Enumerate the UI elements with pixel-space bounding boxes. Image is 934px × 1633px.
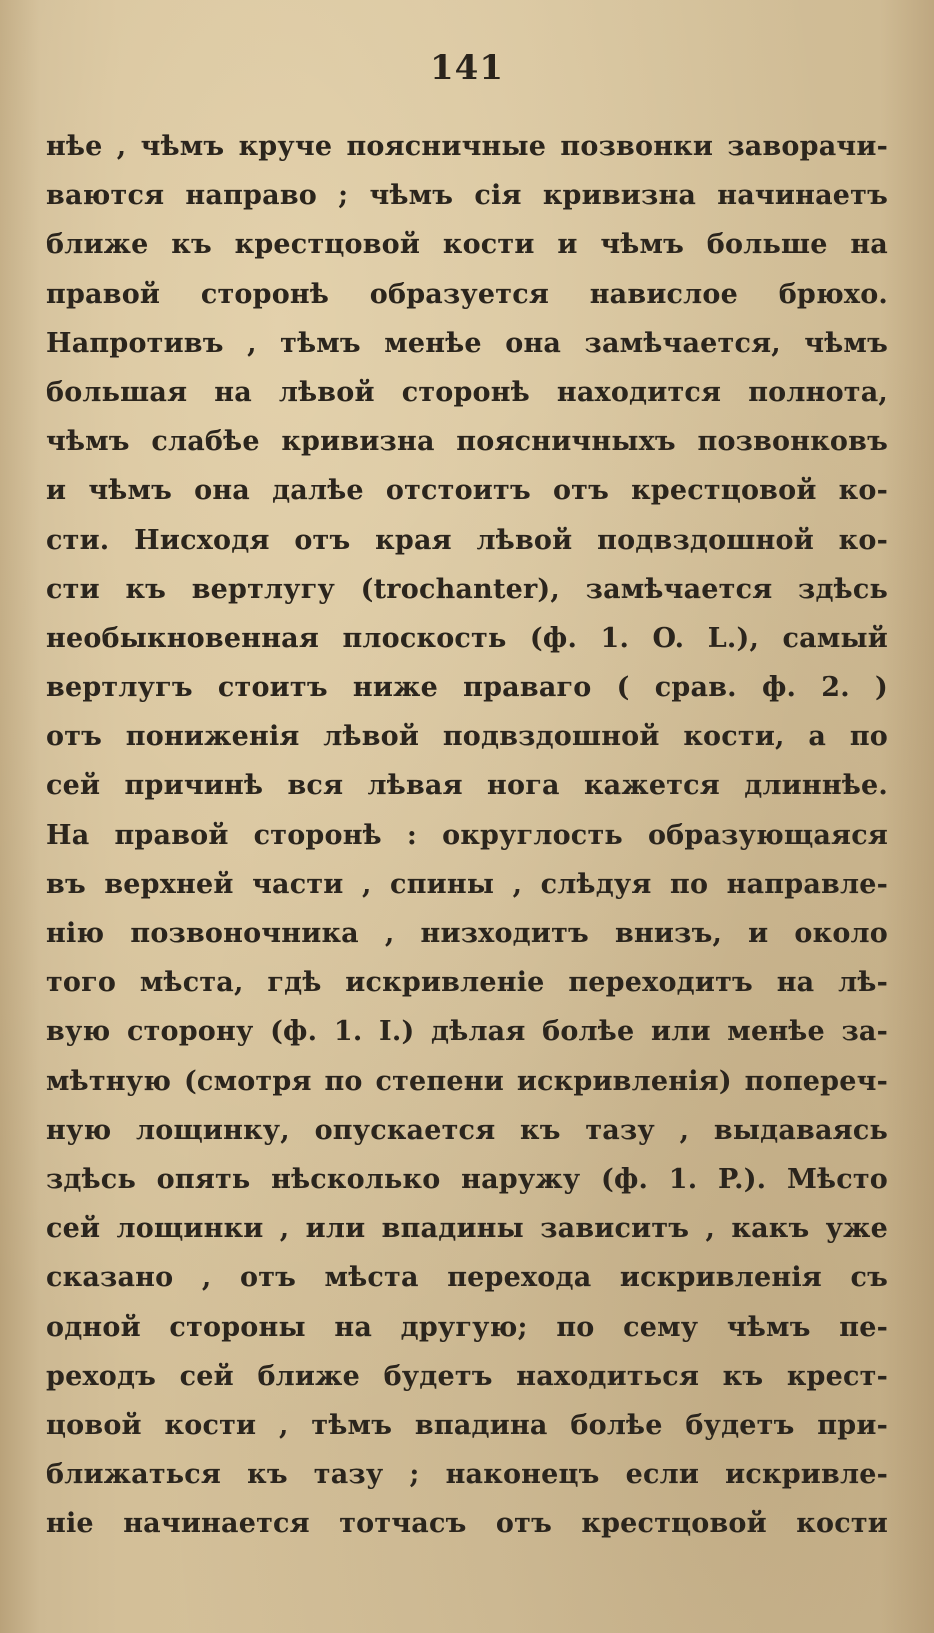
text-line: ваются направо ; чѣмъ сія кривизна начинаетъ xyxy=(46,180,888,212)
text-line: сти къ вертлугу (trochanter), замѣчается здѣсь xyxy=(46,573,888,605)
text-line: ніе начинается тотчасъ отъ крестцовой кости xyxy=(46,1508,888,1540)
text-line: чѣмъ слабѣе кривизна поясничныхъ позвонковъ xyxy=(46,426,888,458)
text-line: въ верхней части , спины , слѣдуя по направле- xyxy=(46,868,888,900)
text-line: нію позвоночника , низходитъ внизъ, и около xyxy=(46,918,888,949)
text-line: цовой кости , тѣмъ впадина болѣе будетъ при- xyxy=(46,1409,888,1441)
text-line: ближаться къ тазу ; наконецъ если искривле- xyxy=(46,1459,888,1491)
text-line: сти. Нисходя отъ края лѣвой подвздошной ко- xyxy=(46,524,888,556)
text-line: необыкновенная плоскость (ф. 1. O. L.), самый xyxy=(46,622,888,654)
text-line: сей причинѣ вся лѣвая нога кажется длиннѣе. xyxy=(46,770,888,802)
text-line: отъ пониженія лѣвой подвздошной кости, а по xyxy=(46,721,888,753)
text-line: вую сторону (ф. 1. I.) дѣлая болѣе или менѣе за- xyxy=(46,1016,888,1048)
text-line: сказано , отъ мѣста перехода искривленія съ xyxy=(46,1262,888,1294)
text-line: и чѣмъ она далѣе отстоитъ отъ крестцовой ко- xyxy=(46,475,888,507)
text-line: правой сторонѣ образуется навислое брюхо. xyxy=(46,278,888,310)
page-number: 141 xyxy=(430,48,504,88)
text-line: сей лощинки , или впадины зависитъ , какъ уже xyxy=(46,1213,888,1245)
text-line: мѣтную (смотря по степени искривленія) попереч- xyxy=(46,1065,888,1097)
text-line: одной стороны на другую; по сему чѣмъ пе- xyxy=(46,1311,888,1343)
text-line: Напротивъ , тѣмъ менѣе она замѣчается, чѣмъ xyxy=(46,327,888,359)
text-line: здѣсь опять нѣсколько наружу (ф. 1. P.). Мѣсто xyxy=(46,1163,888,1195)
body-text xyxy=(46,122,888,1548)
text-line: ближе къ крестцовой кости и чѣмъ больше на xyxy=(46,229,888,261)
text-line: того мѣста, гдѣ искривленіе переходитъ на лѣ- xyxy=(46,967,888,999)
text-line: вертлугъ стоитъ ниже праваго ( срав. ф. 2. ) xyxy=(46,672,888,704)
text-line: нѣе , чѣмъ круче поясничные позвонки заворачи- xyxy=(46,131,888,162)
text-line: реходъ сей ближе будетъ находиться къ крест- xyxy=(46,1360,888,1392)
text-line: большая на лѣвой сторонѣ находится полнота, xyxy=(46,376,888,408)
text-line: ную лощинку, опускается къ тазу , выдаваясь xyxy=(46,1114,888,1146)
text-line: На правой сторонѣ : округлость образующаяся xyxy=(46,819,888,851)
